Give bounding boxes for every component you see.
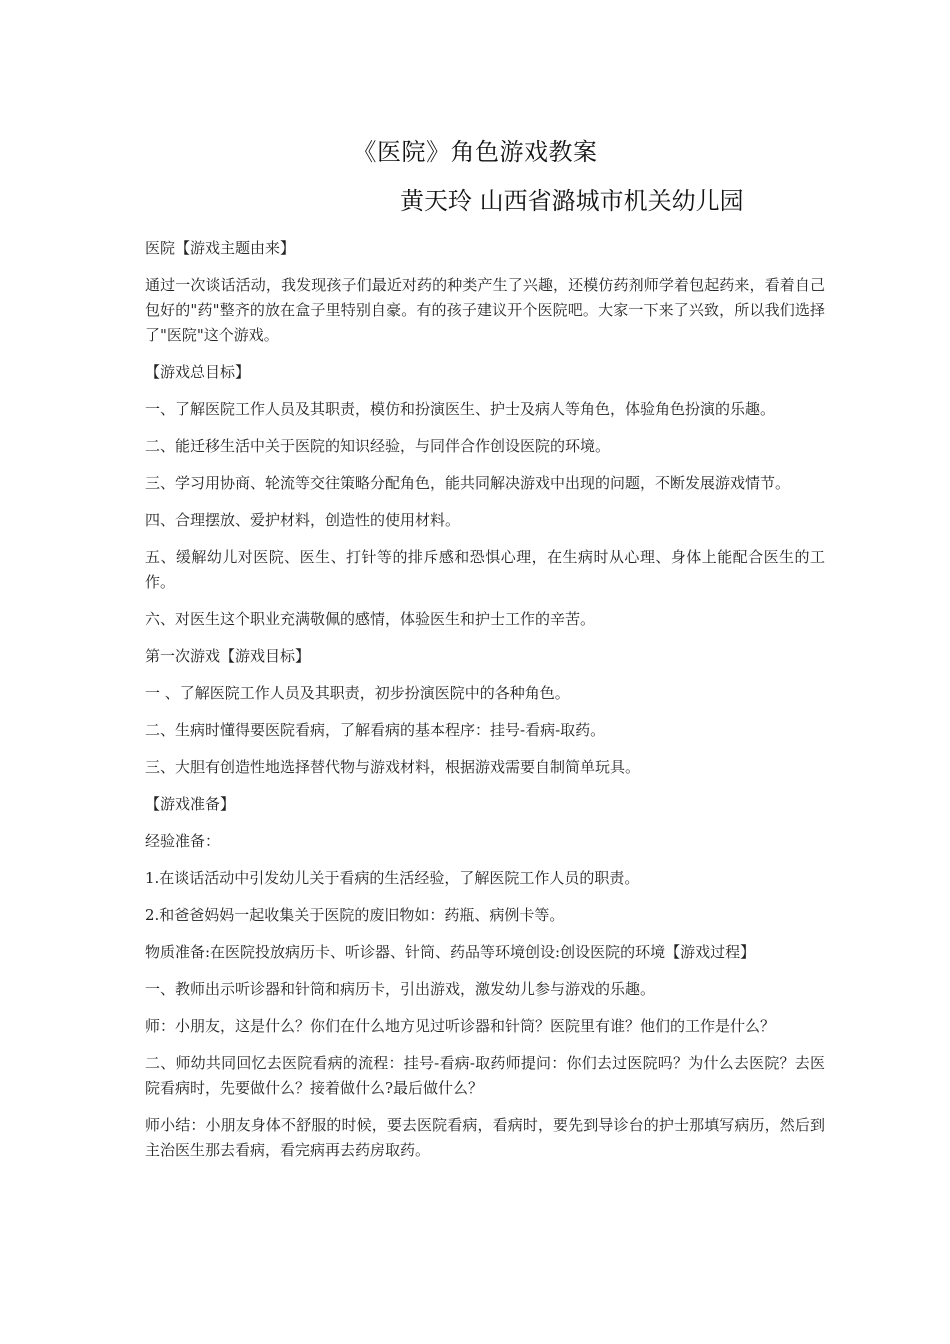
paragraph: 一、了解医院工作人员及其职责，模仿和扮演医生、护士及病人等角色，体验角色扮演的乐趣。 — [145, 400, 776, 418]
paragraph: 经验准备： — [145, 832, 221, 850]
paragraph: 三、学习用协商、轮流等交往策略分配角色，能共同解决游戏中出现的问题，不断发展游戏情节。 — [145, 474, 791, 492]
paragraph: 【游戏总目标】 — [145, 363, 251, 381]
paragraph: 四、合理摆放、爱护材料，创造性的使用材料。 — [145, 511, 461, 529]
paragraph: 一、教师出示听诊器和针筒和病历卡，引出游戏，激发幼儿参与游戏的乐趣。 — [145, 980, 656, 998]
paragraph: 三、大胆有创造性地选择替代物与游戏材料，根据游戏需要自制简单玩具。 — [145, 758, 641, 776]
document-title: 《医院》角色游戏教案 — [352, 138, 598, 166]
paragraph: 二、能迁移生活中关于医院的知识经验，与同伴合作创设医院的环境。 — [145, 437, 611, 455]
paragraph: 二、生病时懂得要医院看病，了解看病的基本程序：挂号-看病-取药。 — [145, 721, 606, 739]
paragraph: 师小结：小朋友身体不舒服的时候，要去医院看病，看病时，要先到导诊台的护士那填写病历，然后到主治医生那去看病，看完病再去药房取药。 — [145, 1116, 825, 1159]
paragraph: 【游戏准备】 — [145, 795, 236, 813]
paragraph: 物质准备:在医院投放病历卡、听诊器、针筒、药品等环境创设:创设医院的环境【游戏过程】 — [145, 943, 756, 961]
paragraph: 医院【游戏主题由来】 — [145, 239, 296, 257]
paragraph: 二、师幼共同回忆去医院看病的流程：挂号-看病-取药师提问：你们去过医院吗？为什么去医院？去医院看病时，先要做什么？接着做什么?最后做什么？ — [145, 1054, 825, 1097]
document-body — [145, 236, 825, 1175]
paragraph: 师：小朋友，这是什么？你们在什么地方见过听诊器和针筒？医院里有谁？他们的工作是什么？ — [145, 1017, 776, 1035]
paragraph: 六、对医生这个职业充满敬佩的感情，体验医生和护士工作的辛苦。 — [145, 610, 596, 628]
paragraph: 通过一次谈话活动，我发现孩子们最近对药的种类产生了兴趣，还模仿药剂师学着包起药来，看着自己包好的"药"整齐的放在盒子里特别自豪。有的孩子建议开个医院吧。大家一下来了兴致，所以我们选择了"医院"这个游戏。 — [145, 276, 825, 344]
author-line: 黄天玲 山西省潞城市机关幼儿园 — [400, 187, 744, 215]
paragraph: 1.在谈话活动中引发幼儿关于看病的生活经验，了解医院工作人员的职责。 — [145, 869, 640, 887]
paragraph: 一 、了解医院工作人员及其职责，初步扮演医院中的各种角色。 — [145, 684, 570, 702]
paragraph: 五、缓解幼儿对医院、医生、打针等的排斥感和恐惧心理，在生病时从心理、身体上能配合医生的工作。 — [145, 548, 825, 591]
paragraph: 2.和爸爸妈妈一起收集关于医院的废旧物如：药瓶、病例卡等。 — [145, 906, 565, 924]
paragraph: 第一次游戏【游戏目标】 — [145, 647, 311, 665]
